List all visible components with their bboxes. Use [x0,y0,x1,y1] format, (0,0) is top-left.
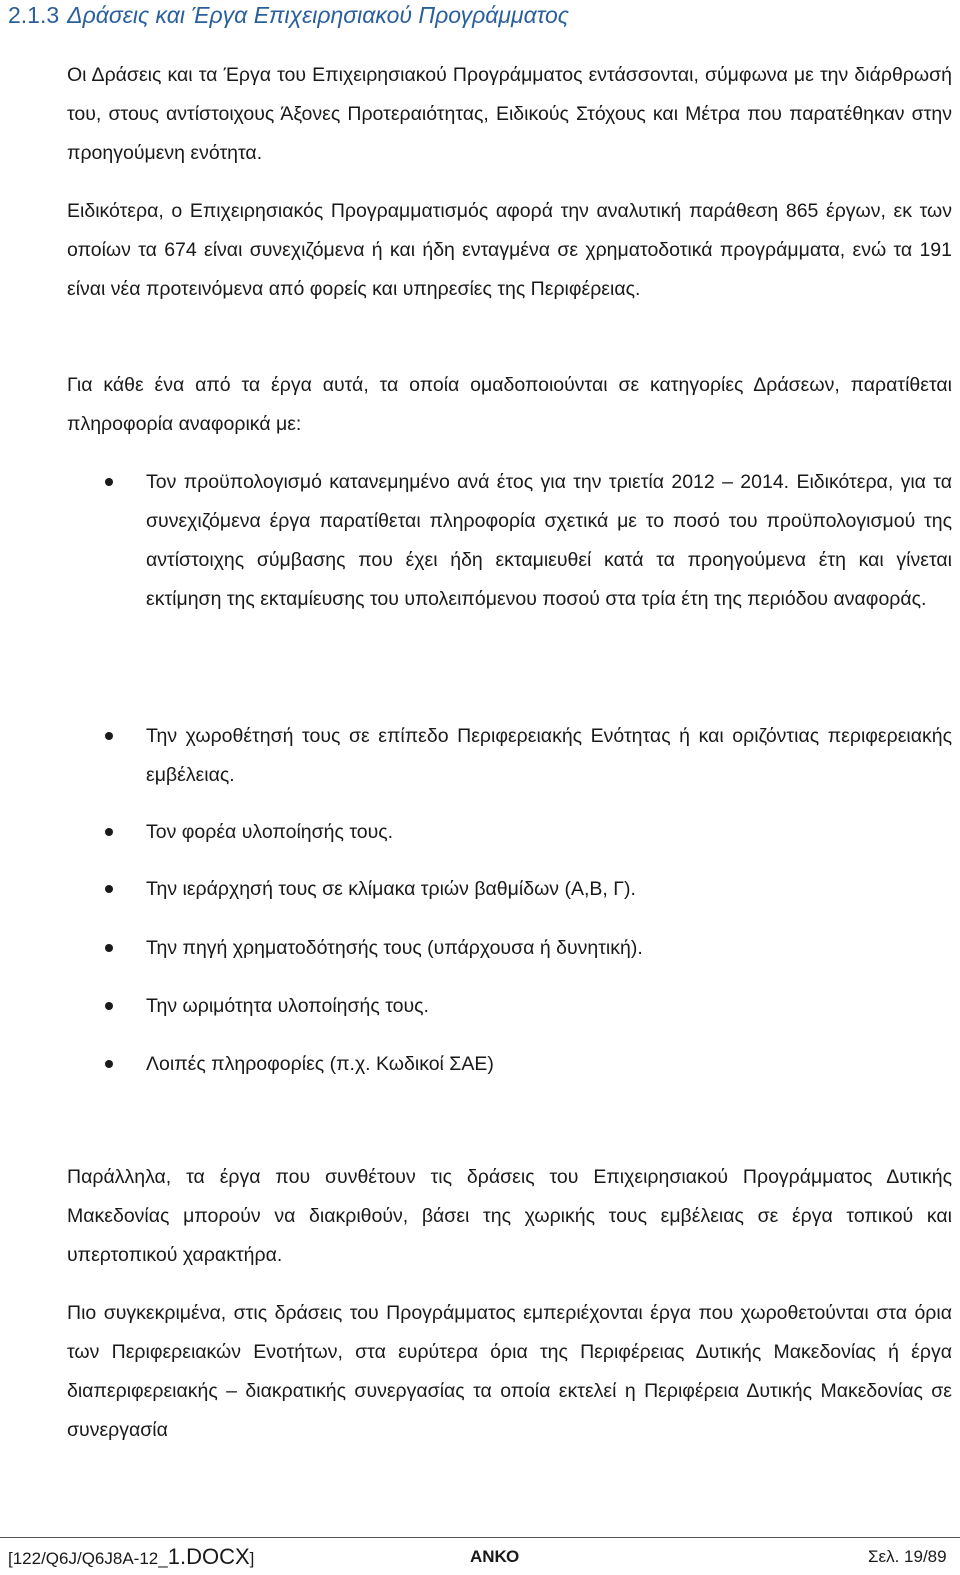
bullet-dot [105,732,113,740]
paragraph-spatial: Παράλληλα, τα έργα που συνθέτουν τις δράσεις του Επιχειρησιακού Προγράμματος Δυτικής Μακεδονίας μπορούν να διακριθούν, βάσει της χωρικής τους εμβέλειας σε έργα τοπικού και υπερτοπικού χαρακτήρα. [67,1166,952,1266]
section-title: Δράσεις και Έργα Επιχειρησιακού Προγράμματος [67,2,569,28]
section-number: 2.1.3 [8,2,60,28]
footer-file-suffix: ] [249,1549,255,1568]
bullet-dot [105,828,113,836]
list-item-funding: Την πηγή χρηματοδότησής τους (υπάρχουσα ή δυνητική). [146,937,643,959]
footer-divider [0,1537,960,1538]
bullet-dot [105,885,113,893]
list-item-budget: Τον προϋπολογισμό κατανεμημένο ανά έτος για την τριετία 2012 – 2014. Ειδικότερα, για τα συνεχιζόμενα έργα παρατίθεται πληροφορία σχετικά με το ποσό του προϋπολογισμού της αντίστοιχης σύμβασης που έχει ήδη εκταμιευθεί κατά τα προηγούμενα έτη και γίνεται εκτίμηση της εκταμίευσης του υπολειπόμενου ποσού στα τρία έτη της περιόδου αναφοράς. [146,471,952,610]
list-item-priority: Την ιεράρχησή τους σε κλίμακα τριών βαθμίδων (Α,Β, Γ). [146,878,636,900]
bullet-dot [105,1002,113,1010]
footer-page-number: Σελ. 19/89 [868,1547,947,1566]
paragraph-intro: Οι Δράσεις και τα Έργα του Επιχειρησιακού Προγράμματος εντάσσονται, σύμφωνα με την διάρθρωσή του, στους αντίστοιχους Άξονες Προτεραιότητας, Ειδικούς Στόχους και Μέτρα που παρατέθηκαν στην προηγούμενη ενότητα. [67,64,952,164]
bullet-dot [105,478,113,486]
list-item-other: Λοιπές πληροφορίες (π.χ. Κωδικοί ΣΑΕ) [146,1053,494,1075]
footer-file-name: 1.DOCX [167,1544,250,1569]
section-heading [8,0,569,30]
list-item-location: Την χωροθέτησή τους σε επίπεδο Περιφερειακής Ενότητας ή και οριζόντιας περιφερειακής εμβέλειας. [146,725,952,786]
paragraph-specific: Πιο συγκεκριμένα, στις δράσεις του Προγράμματος εμπεριέχονται έργα που χωροθετούνται στα όρια των Περιφερειακών Ενοτήτων, στα ευρύτερα όρια της Περιφέρειας Δυτικής Μακεδονίας ή έργα διαπεριφερειακής – διακρατικής συνεργασίας τα οποία εκτελεί η Περιφέρεια Δυτικής Μακεδονίας σε συνεργασία [67,1302,952,1441]
list-item-agency: Τον φορέα υλοποίησής τους. [146,821,394,843]
footer-file-prefix: [122/Q6J/Q6J8A-12_ [8,1549,168,1568]
footer-org: ΑΝΚΟ [470,1547,520,1566]
bullet-dot [105,1060,113,1068]
paragraph-projects-count: Ειδικότερα, ο Επιχειρησιακός Προγραμματισμός αφορά την αναλυτική παράθεση 865 έργων, εκ των οποίων τα 674 είναι συνεχιζόμενα ή και ήδη ενταγμένα σε χρηματοδοτικά προγράμματα, ενώ τα 191 είναι νέα προτεινόμενα από φορείς και υπηρεσίες της Περιφέρειας. [67,200,952,300]
list-item-maturity: Την ωριμότητα υλοποίησής τους. [146,995,429,1017]
bullet-dot [105,944,113,952]
footer-file-ref [8,1544,254,1572]
paragraph-info-intro: Για κάθε ένα από τα έργα αυτά, τα οποία ομαδοποιούνται σε κατηγορίες Δράσεων, παρατίθεται πληροφορία αναφορικά με: [67,374,952,435]
